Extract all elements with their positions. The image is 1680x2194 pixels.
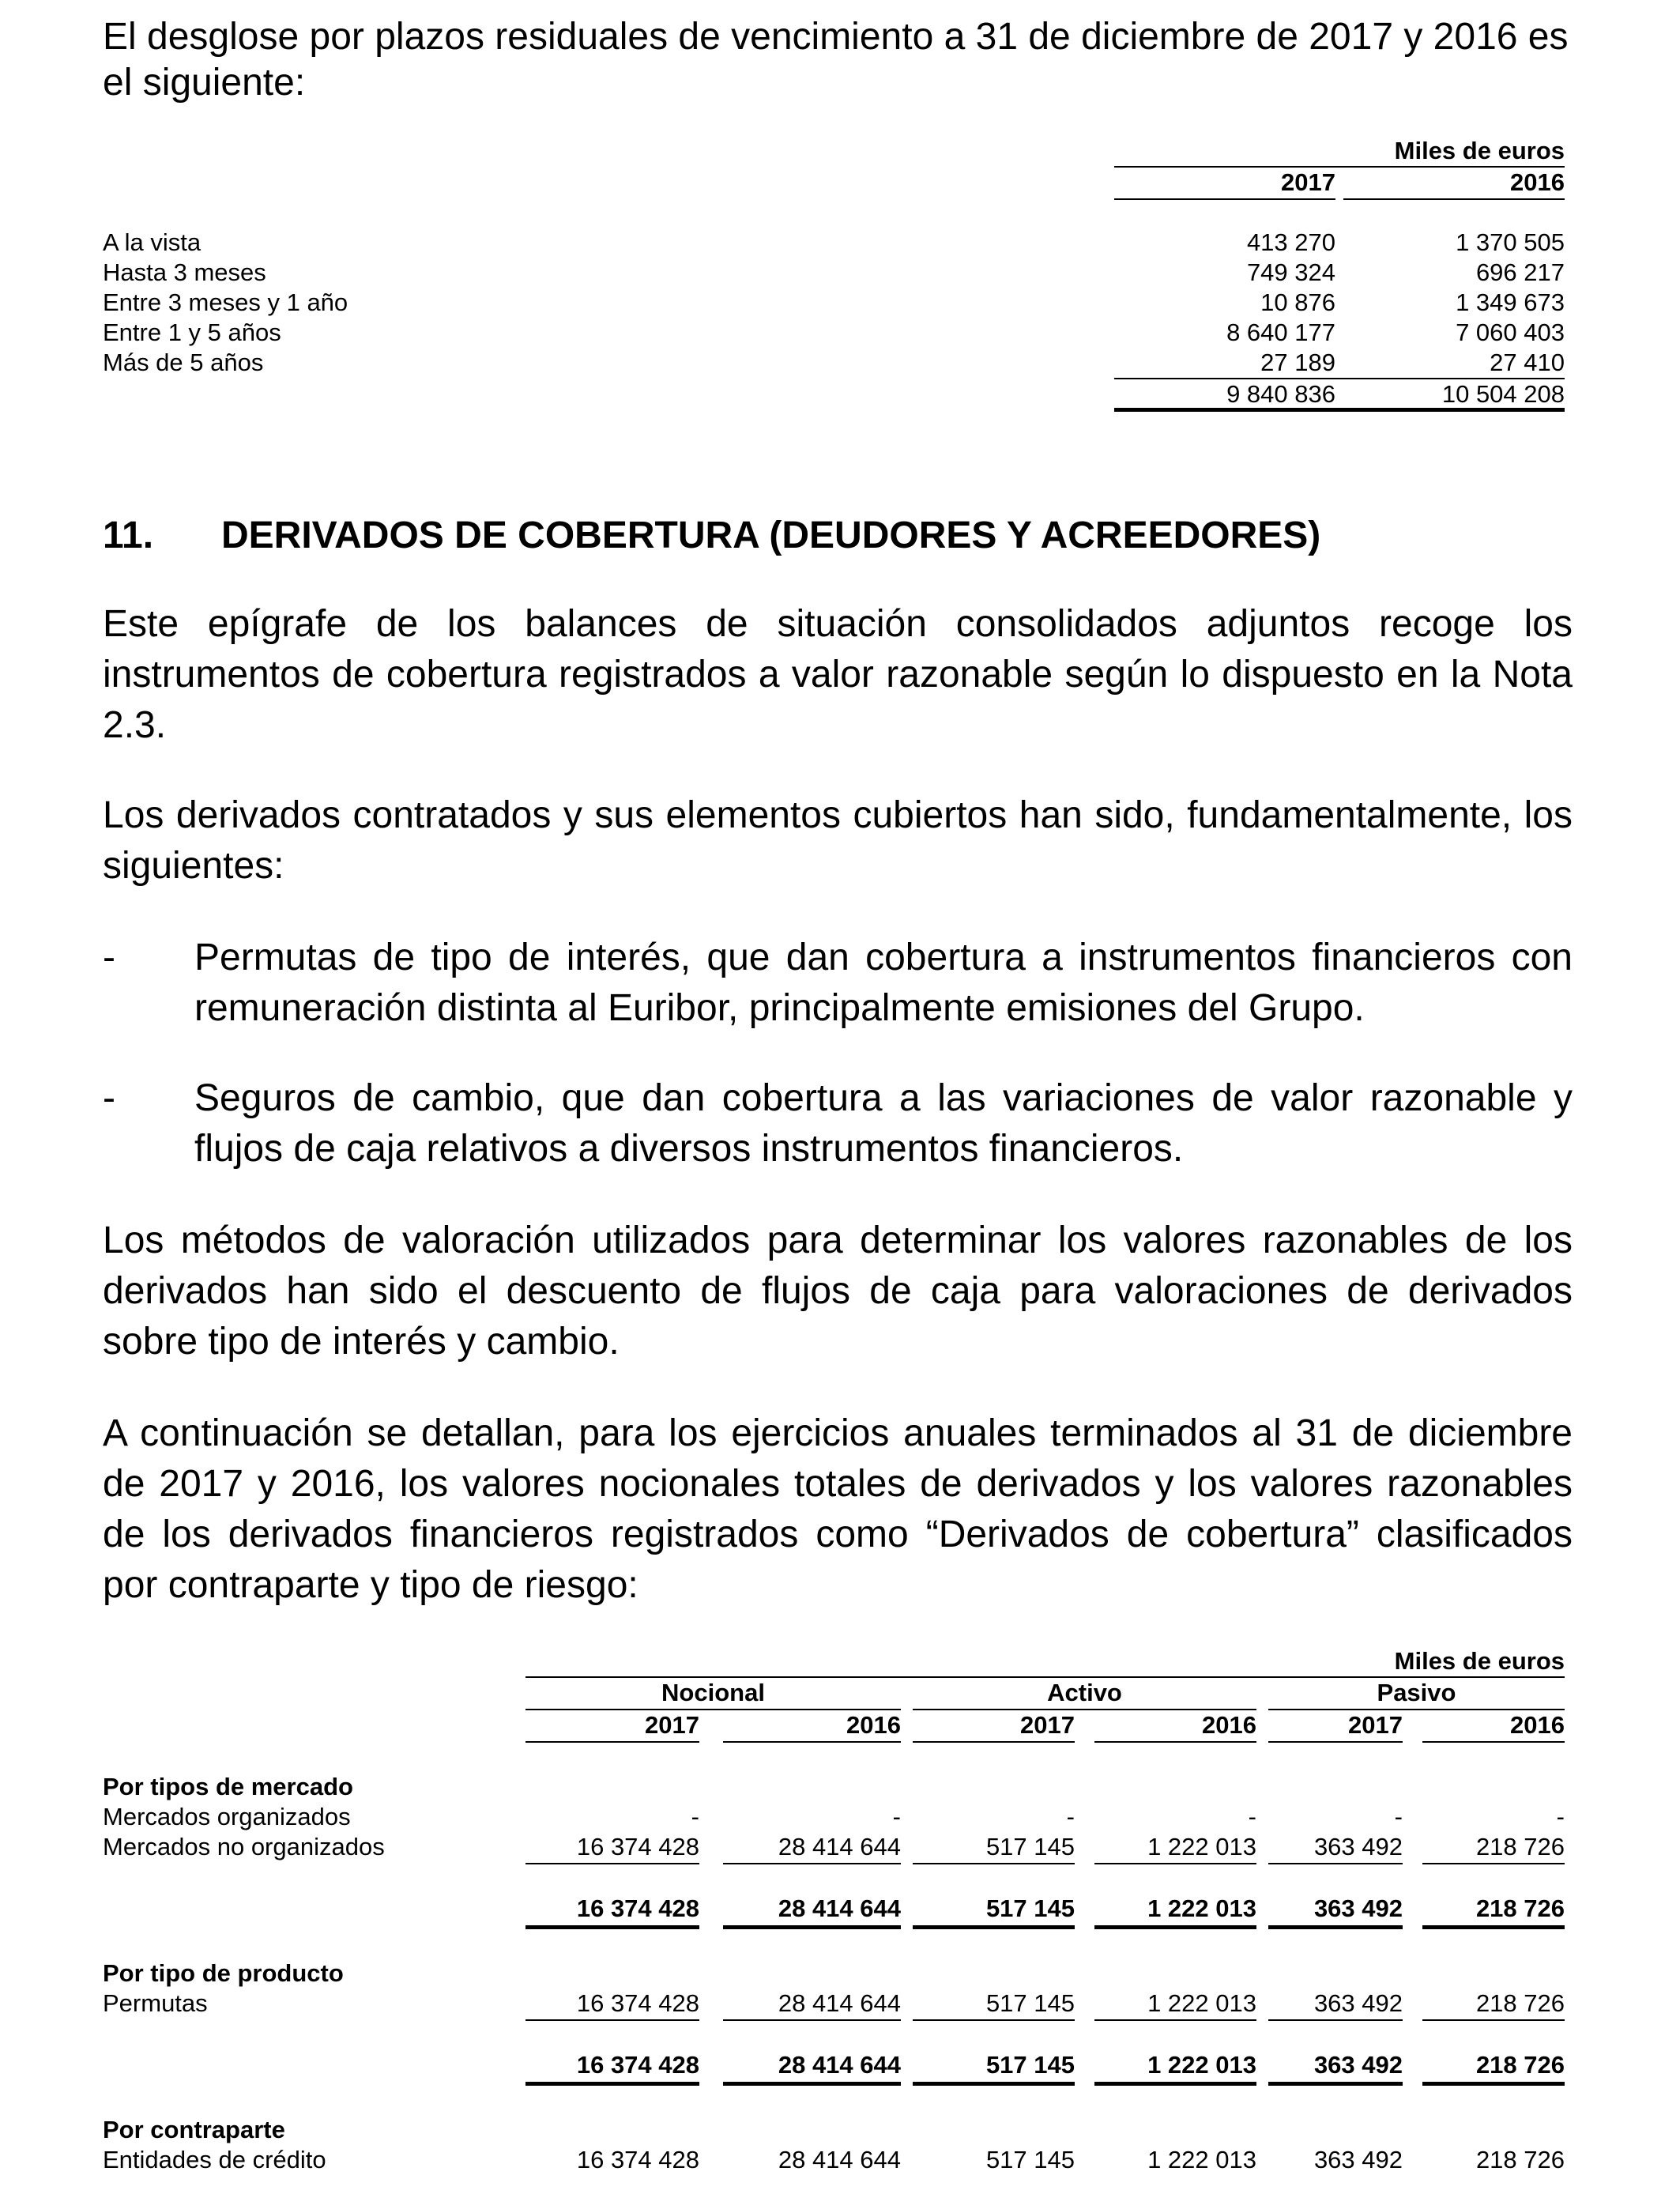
year-header: 2017	[645, 1711, 699, 1739]
table1-unit: Miles de euros	[1394, 137, 1565, 164]
year-header: 2017	[1348, 1711, 1403, 1739]
row-label: Mercados organizados	[103, 1803, 351, 1830]
table2-cell: 28 414 644	[778, 2146, 901, 2173]
table2-cell: -	[892, 1803, 901, 1830]
table2-cell: -	[691, 1803, 699, 1830]
row-label: Mercados no organizados	[103, 1833, 385, 1860]
table2-cell: 218 726	[1475, 1989, 1565, 2017]
bullet-marker: -	[103, 1077, 115, 1119]
paragraph-4: A continuación se detallan, para los ejercicios anuales terminados al 31 de diciembre de 2017 y 2016, los valores nocionales totales de derivados y los valores razonables de los derivados financieros registrados como “Derivados de cobertura” clasificados por contraparte y tipo de riesgo:	[103, 1412, 1573, 1606]
table2-cell: 517 145	[985, 2146, 1075, 2173]
table2-cell: -	[1248, 1803, 1256, 1830]
table2-cell: 517 145	[985, 1989, 1075, 2017]
paragraph-2: Los derivados contratados y sus elementos cubiertos han sido, fundamentalmente, los siguientes:	[103, 794, 1573, 887]
section-number: 11.	[103, 515, 154, 556]
table2-cell: 1 222 013	[1147, 1989, 1256, 2017]
bullet-2: Seguros de cambio, que dan cobertura a las variaciones de valor razonable y flujos de caja relativos a diversos instrumentos financieros.	[194, 1077, 1573, 1170]
table2-total: 363 492	[1313, 2051, 1403, 2079]
year-header: 2017	[1020, 1711, 1075, 1739]
table1-year-2017: 2017	[1281, 168, 1335, 196]
table2-total: 363 492	[1313, 1894, 1403, 1922]
group-nocional: Nocional	[661, 1679, 765, 1706]
row-label: Permutas	[103, 1989, 208, 2017]
table2-cell: -	[1394, 1803, 1403, 1830]
table2-unit: Miles de euros	[1394, 1647, 1565, 1675]
table2-cell: 28 414 644	[778, 1989, 901, 2017]
table2-cell: 363 492	[1313, 2146, 1403, 2173]
year-header: 2016	[1510, 1711, 1565, 1739]
table1-cell: 749 324	[1246, 258, 1335, 286]
table1-total: 10 504 208	[1441, 380, 1565, 408]
table1-row-label: Hasta 3 meses	[103, 258, 266, 286]
table1-row-label: Entre 1 y 5 años	[103, 319, 281, 346]
table2-cell: 16 374 428	[576, 2146, 699, 2173]
bullet-1: Permutas de tipo de interés, que dan cobertura a instrumentos financieros con remuneración distinta al Euribor, principalmente emisiones del Grupo.	[194, 937, 1573, 1029]
section-title: Por contraparte	[103, 2116, 285, 2143]
table2-total: 28 414 644	[778, 2051, 901, 2079]
table2-cell: 28 414 644	[778, 1833, 901, 1860]
table2-cell: 517 145	[985, 1833, 1075, 1860]
section-title: Por tipo de producto	[103, 1959, 344, 1987]
paragraph-1: Este epígrafe de los balances de situación consolidados adjuntos recoge los instrumentos de cobertura registrados a valor razonable según lo dispuesto en la Nota 2.3.	[103, 603, 1573, 746]
table2-total: 218 726	[1475, 1894, 1565, 1922]
year-header: 2016	[846, 1711, 901, 1739]
table2-cell: 16 374 428	[576, 1833, 699, 1860]
table2-cell: 16 374 428	[576, 1989, 699, 2017]
table1-row-label: Más de 5 años	[103, 349, 264, 376]
year-header: 2016	[1202, 1711, 1256, 1739]
table2-total: 1 222 013	[1147, 1894, 1256, 1922]
bullet-marker: -	[103, 937, 115, 978]
section-title: Por tipos de mercado	[103, 1773, 353, 1800]
table2-cell: -	[1066, 1803, 1075, 1830]
group-pasivo: Pasivo	[1377, 1679, 1456, 1706]
table1-cell: 27 189	[1260, 349, 1335, 376]
table2-total: 517 145	[985, 2051, 1075, 2079]
intro-paragraph: El desglose por plazos residuales de vencimiento a 31 de diciembre de 2017 y 2016 es el siguiente:	[103, 16, 1569, 104]
table2-cell: -	[1556, 1803, 1565, 1830]
table2-total: 517 145	[985, 1894, 1075, 1922]
table2-total: 16 374 428	[576, 1894, 699, 1922]
table2-total: 1 222 013	[1147, 2051, 1256, 2079]
section-title: DERIVADOS DE COBERTURA (DEUDORES Y ACREEDORES)	[221, 515, 1321, 556]
row-label: Entidades de crédito	[103, 2146, 326, 2173]
table2-total: 28 414 644	[778, 1894, 901, 1922]
table1-total: 9 840 836	[1226, 380, 1335, 408]
table1-cell: 8 640 177	[1226, 319, 1335, 346]
table1-cell: 27 410	[1490, 349, 1565, 376]
table2-cell: 218 726	[1475, 2146, 1565, 2173]
group-activo: Activo	[1047, 1679, 1122, 1706]
table2-cell: 1 222 013	[1147, 2146, 1256, 2173]
table2-cell: 218 726	[1475, 1833, 1565, 1860]
table2-cell: 363 492	[1313, 1989, 1403, 2017]
paragraph-3: Los métodos de valoración utilizados para determinar los valores razonables de los derivados han sido el descuento de flujos de caja para valoraciones de derivados sobre tipo de interés y cambio.	[103, 1220, 1573, 1363]
table1-year-2016: 2016	[1510, 168, 1565, 196]
table2-cell: 1 222 013	[1147, 1833, 1256, 1860]
table1-cell: 7 060 403	[1456, 319, 1565, 346]
table1-cell: 413 270	[1246, 228, 1335, 256]
table1-cell: 696 217	[1475, 258, 1565, 286]
table1-cell: 1 349 673	[1456, 288, 1565, 316]
table1-row-label: Entre 3 meses y 1 año	[103, 288, 348, 316]
table1-cell: 10 876	[1260, 288, 1335, 316]
table2-total: 218 726	[1475, 2051, 1565, 2079]
table1-cell: 1 370 505	[1456, 228, 1565, 256]
table2-cell: 363 492	[1313, 1833, 1403, 1860]
table2-total: 16 374 428	[576, 2051, 699, 2079]
table1-row-label: A la vista	[103, 228, 202, 256]
